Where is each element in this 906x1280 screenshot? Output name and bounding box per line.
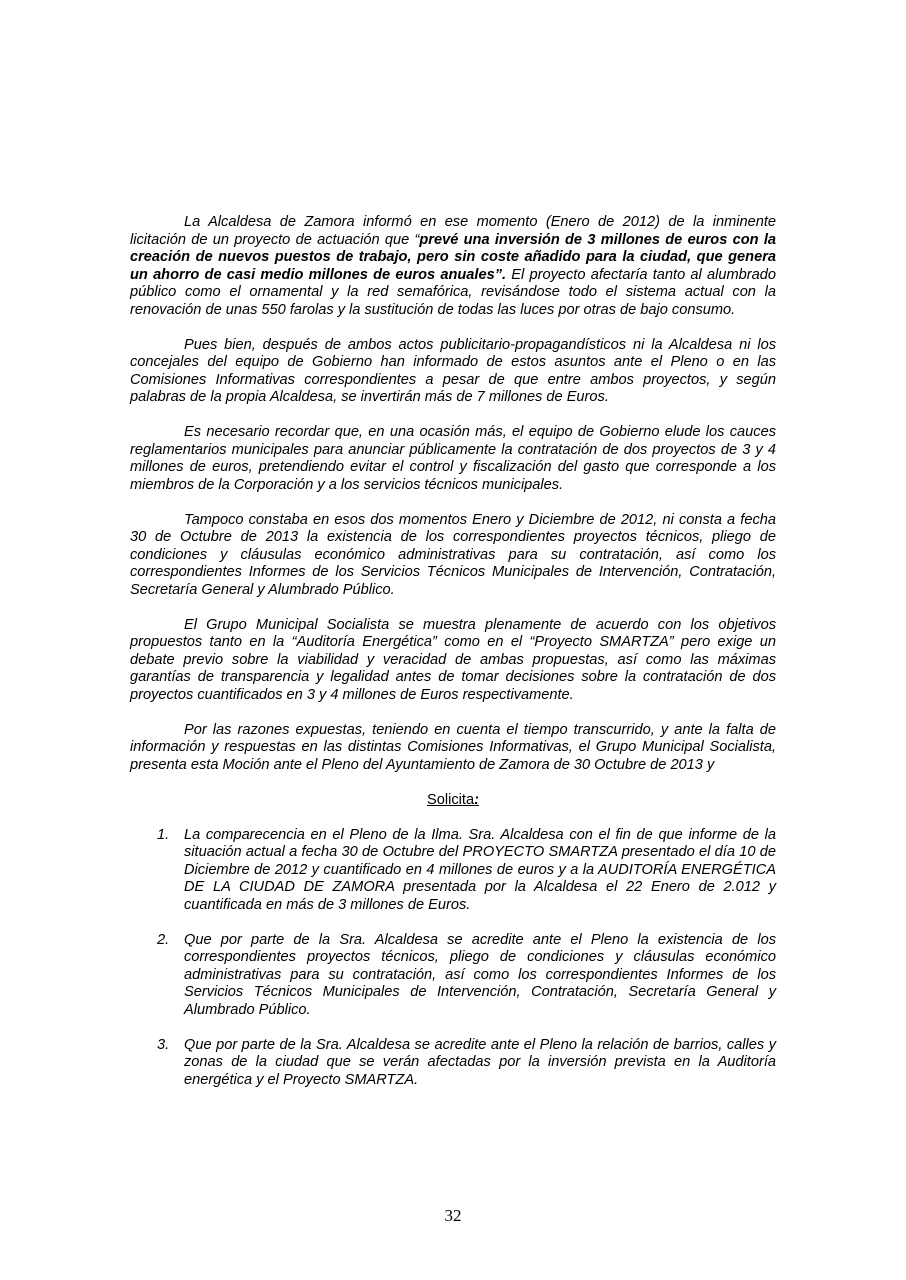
list-item-number: 1. (157, 826, 170, 843)
solicita-heading-text: Solicita (427, 791, 475, 808)
page-number: 32 (444, 1206, 462, 1225)
list-item-text: La comparecencia en el Pleno de la Ilma. Sra. Alcaldesa con el fin de que informe de la situación actual a fecha 30 de Octubre del PROYECTO SMARTZA presentado el día 10 de Diciembre de 2012 y cuantificado en 4 millones de euros y a la AUDITORÍA ENERGÉTICA DE LA CIUDAD DE ZAMORA presentada por la Alcaldesa el 22 Enero de 2.012 y cuantificada en más de 3 millones de Euros. (184, 826, 776, 913)
paragraph-pues-bien: Pues bien, después de ambos actos publicitario-propagandísticos ni la Alcaldesa ni los concejales del equipo de Gobierno han informado de estos asuntos ante el Pleno o en las Comisiones Informativas correspondientes a pesar de que entre ambos proyectos, y según palabras de la propia Alcaldesa, se invertirán más de 7 millones de Euros. (130, 336, 776, 405)
list-item (130, 932, 776, 1020)
paragraph-es-necesario: Es necesario recordar que, en una ocasión más, el equipo de Gobierno elude los cauces reglamentarios municipales para anunciar públicamente la contratación de dos proyectos de 3 y 4 millones de euros, pretendiendo evitar el control y fiscalización del gasto que corresponde a los miembros de la Corporación y a los servicios técnicos municipales. (130, 424, 776, 493)
list-item-text: Que por parte de la Sra. Alcaldesa se acredite ante el Pleno la existencia de los correspondientes proyectos técnicos, pliego de condiciones y cláusulas económico administrativas para su contratación, así como los correspondientes Informes de los Servicios Técnicos Municipales de Intervención, Contratación, Secretaría General y Alumbrado Público. (184, 931, 776, 1018)
paragraph-tampoco-constaba: Tampoco constaba en esos dos momentos Enero y Diciembre de 2012, ni consta a fecha 30 de Octubre de 2013 la existencia de los correspondientes proyectos técnicos, pliego de condiciones y cláusulas económico administrativas para su contratación, así como los correspondientes Informes de los Servicios Técnicos Municipales de Intervención, Contratación, Secretaría General y Alumbrado Público. (130, 511, 776, 598)
list-item-number: 2. (157, 931, 170, 948)
paragraph-1-rest: El proyecto afectaría tanto al alumbrado público como el ornamental y la red semafórica, revisándose todo el sistema actual con la renovación de unas 550 farolas y la sustitución de todas las luces por otras de bajo consumo. (130, 266, 776, 318)
paragraph-grupo-municipal: El Grupo Municipal Socialista se muestra plenamente de acuerdo con los objetivos propuestos tanto en la “Auditoría Energética” como en el “Proyecto SMARTZA” pero exige un debate previo sobre la viabilidad y veracidad de ambas propuestas, así como las máximas garantías de transparencia y legalidad antes de tomar decisiones sobre la contratación de dos proyectos cuantificados en 3 y 4 millones de Euros respectivamente. (130, 616, 776, 703)
paragraph-1-intro: La Alcaldesa de Zamora informó en ese momento (Enero de 2012) de la inminente licitación de un proyecto de actuación que “ (130, 214, 776, 248)
solicita-heading (130, 792, 776, 810)
paragraph-alcaldesa-informo (130, 214, 776, 319)
paragraph-1-bold-quote: prevé una inversión de 3 millones de euros con la creación de nuevos puestos de trabajo, pero sin coste añadido para la ciudad, que genera un ahorro de casi medio millones de euros anuales”. (130, 231, 777, 283)
list-item (130, 1037, 776, 1090)
document-body (130, 214, 776, 1107)
solicita-heading-colon: : (474, 791, 479, 808)
list-item-text: Que por parte de la Sra. Alcaldesa se acredite ante el Pleno la relación de barrios, calles y zonas de la ciudad que se verán afectadas por la inversión prevista en la Auditoría energética y el Proyecto SMARTZA. (184, 1036, 776, 1088)
paragraph-por-las-razones: Por las razones expuestas, teniendo en cuenta el tiempo transcurrido, y ante la falta de información y respuestas en las distintas Comisiones Informativas, el Grupo Municipal Socialista, presenta esta Moción ante el Pleno del Ayuntamiento de Zamora de 30 Octubre de 2013 y (130, 721, 776, 773)
request-list (130, 827, 776, 1090)
list-item (130, 827, 776, 915)
list-item-number: 3. (157, 1036, 170, 1053)
